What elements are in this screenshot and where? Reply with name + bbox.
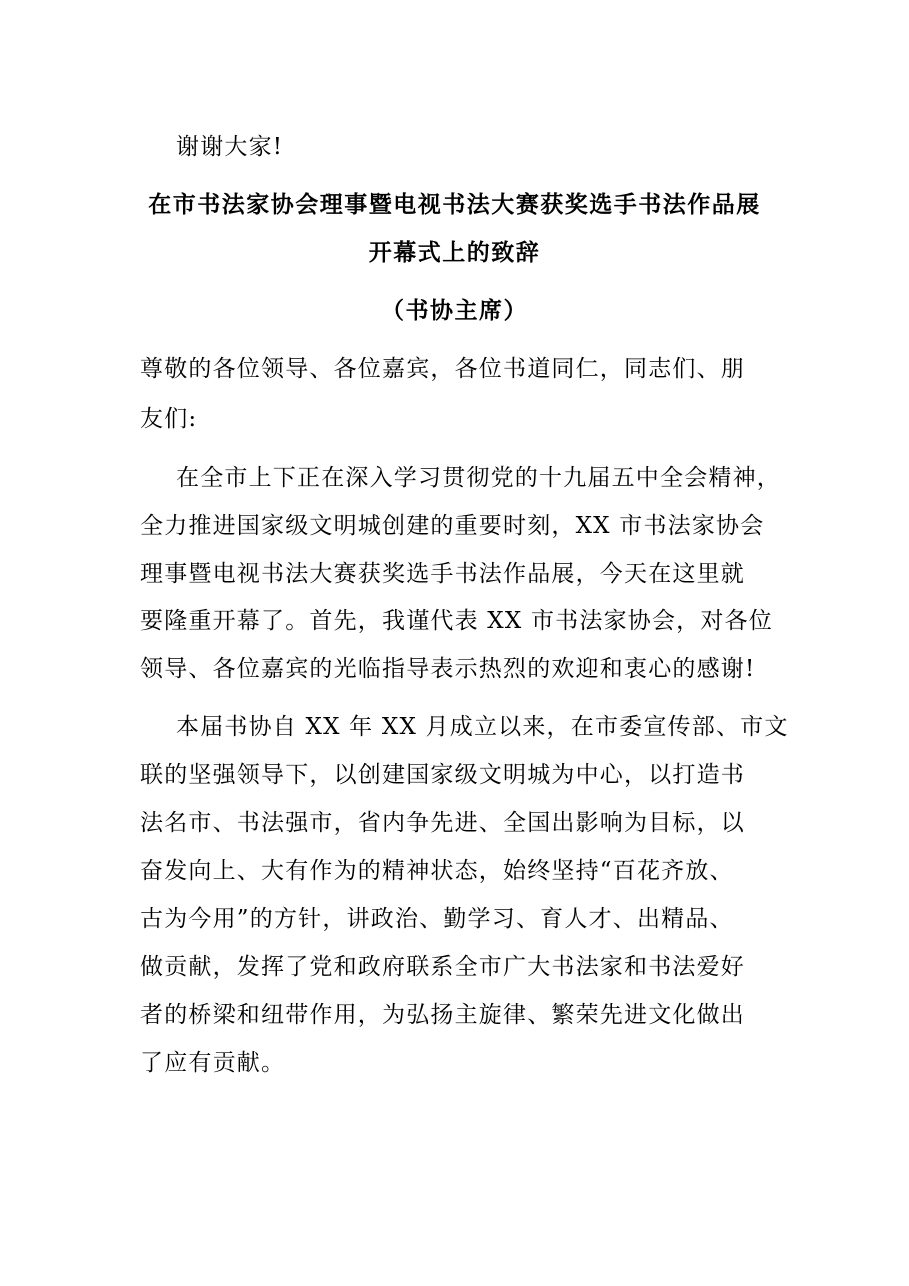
paragraph-2-line: 做贡献，发挥了党和政府联系全市广大书法家和书法爱好	[140, 954, 745, 980]
paragraph-2-line: 古为今用”的方针，讲政治、勤学习、育人才、出精品、	[140, 906, 734, 932]
paragraph-1-line: 理事暨电视书法大赛获奖选手书法作品展，今天在这里就	[140, 561, 745, 587]
speaker-label: （书协主席）	[381, 298, 528, 324]
paragraph-1-line: 领导、各位嘉宾的光临指导表示热烈的欢迎和衷心的感谢!	[140, 656, 756, 682]
speech-title-line-2: 开幕式上的致辞	[368, 240, 541, 266]
paragraph-1-line: 要隆重开幕了。首先，我谨代表 XX 市书法家协会，对各位	[140, 608, 773, 634]
paragraph-2-line: 法名市、书法强市，省内争先进、全国出影响为目标，以	[140, 810, 745, 836]
paragraph-2-line: 奋发向上、大有作为的精神状态，始终坚持“百花齐放、	[140, 858, 734, 884]
salutation-line-1: 尊敬的各位领导、各位嘉宾，各位书道同仁，同志们、朋	[140, 356, 745, 382]
paragraph-1-line: 全力推进国家级文明城创建的重要时刻，XX 市书法家协会	[140, 513, 765, 539]
closing-line: 谢谢大家!	[176, 134, 284, 160]
salutation-line-2: 友们:	[140, 406, 198, 432]
paragraph-2-line: 了应有贡献。	[140, 1050, 286, 1076]
paragraph-2-line: 联的坚强领导下，以创建国家级文明城为中心，以打造书	[140, 762, 745, 788]
paragraph-2-line: 本届书协自 XX 年 XX 月成立以来，在市委宣传部、市文	[176, 714, 789, 740]
paragraph-2-line: 者的桥梁和纽带作用，为弘扬主旋律、繁荣先进文化做出	[140, 1002, 745, 1028]
paragraph-1-line: 在全市上下正在深入学习贯彻党的十九届五中全会精神，	[176, 465, 781, 491]
speech-title-line-1: 在市书法家协会理事暨电视书法大赛获奖选手书法作品展	[148, 192, 761, 218]
